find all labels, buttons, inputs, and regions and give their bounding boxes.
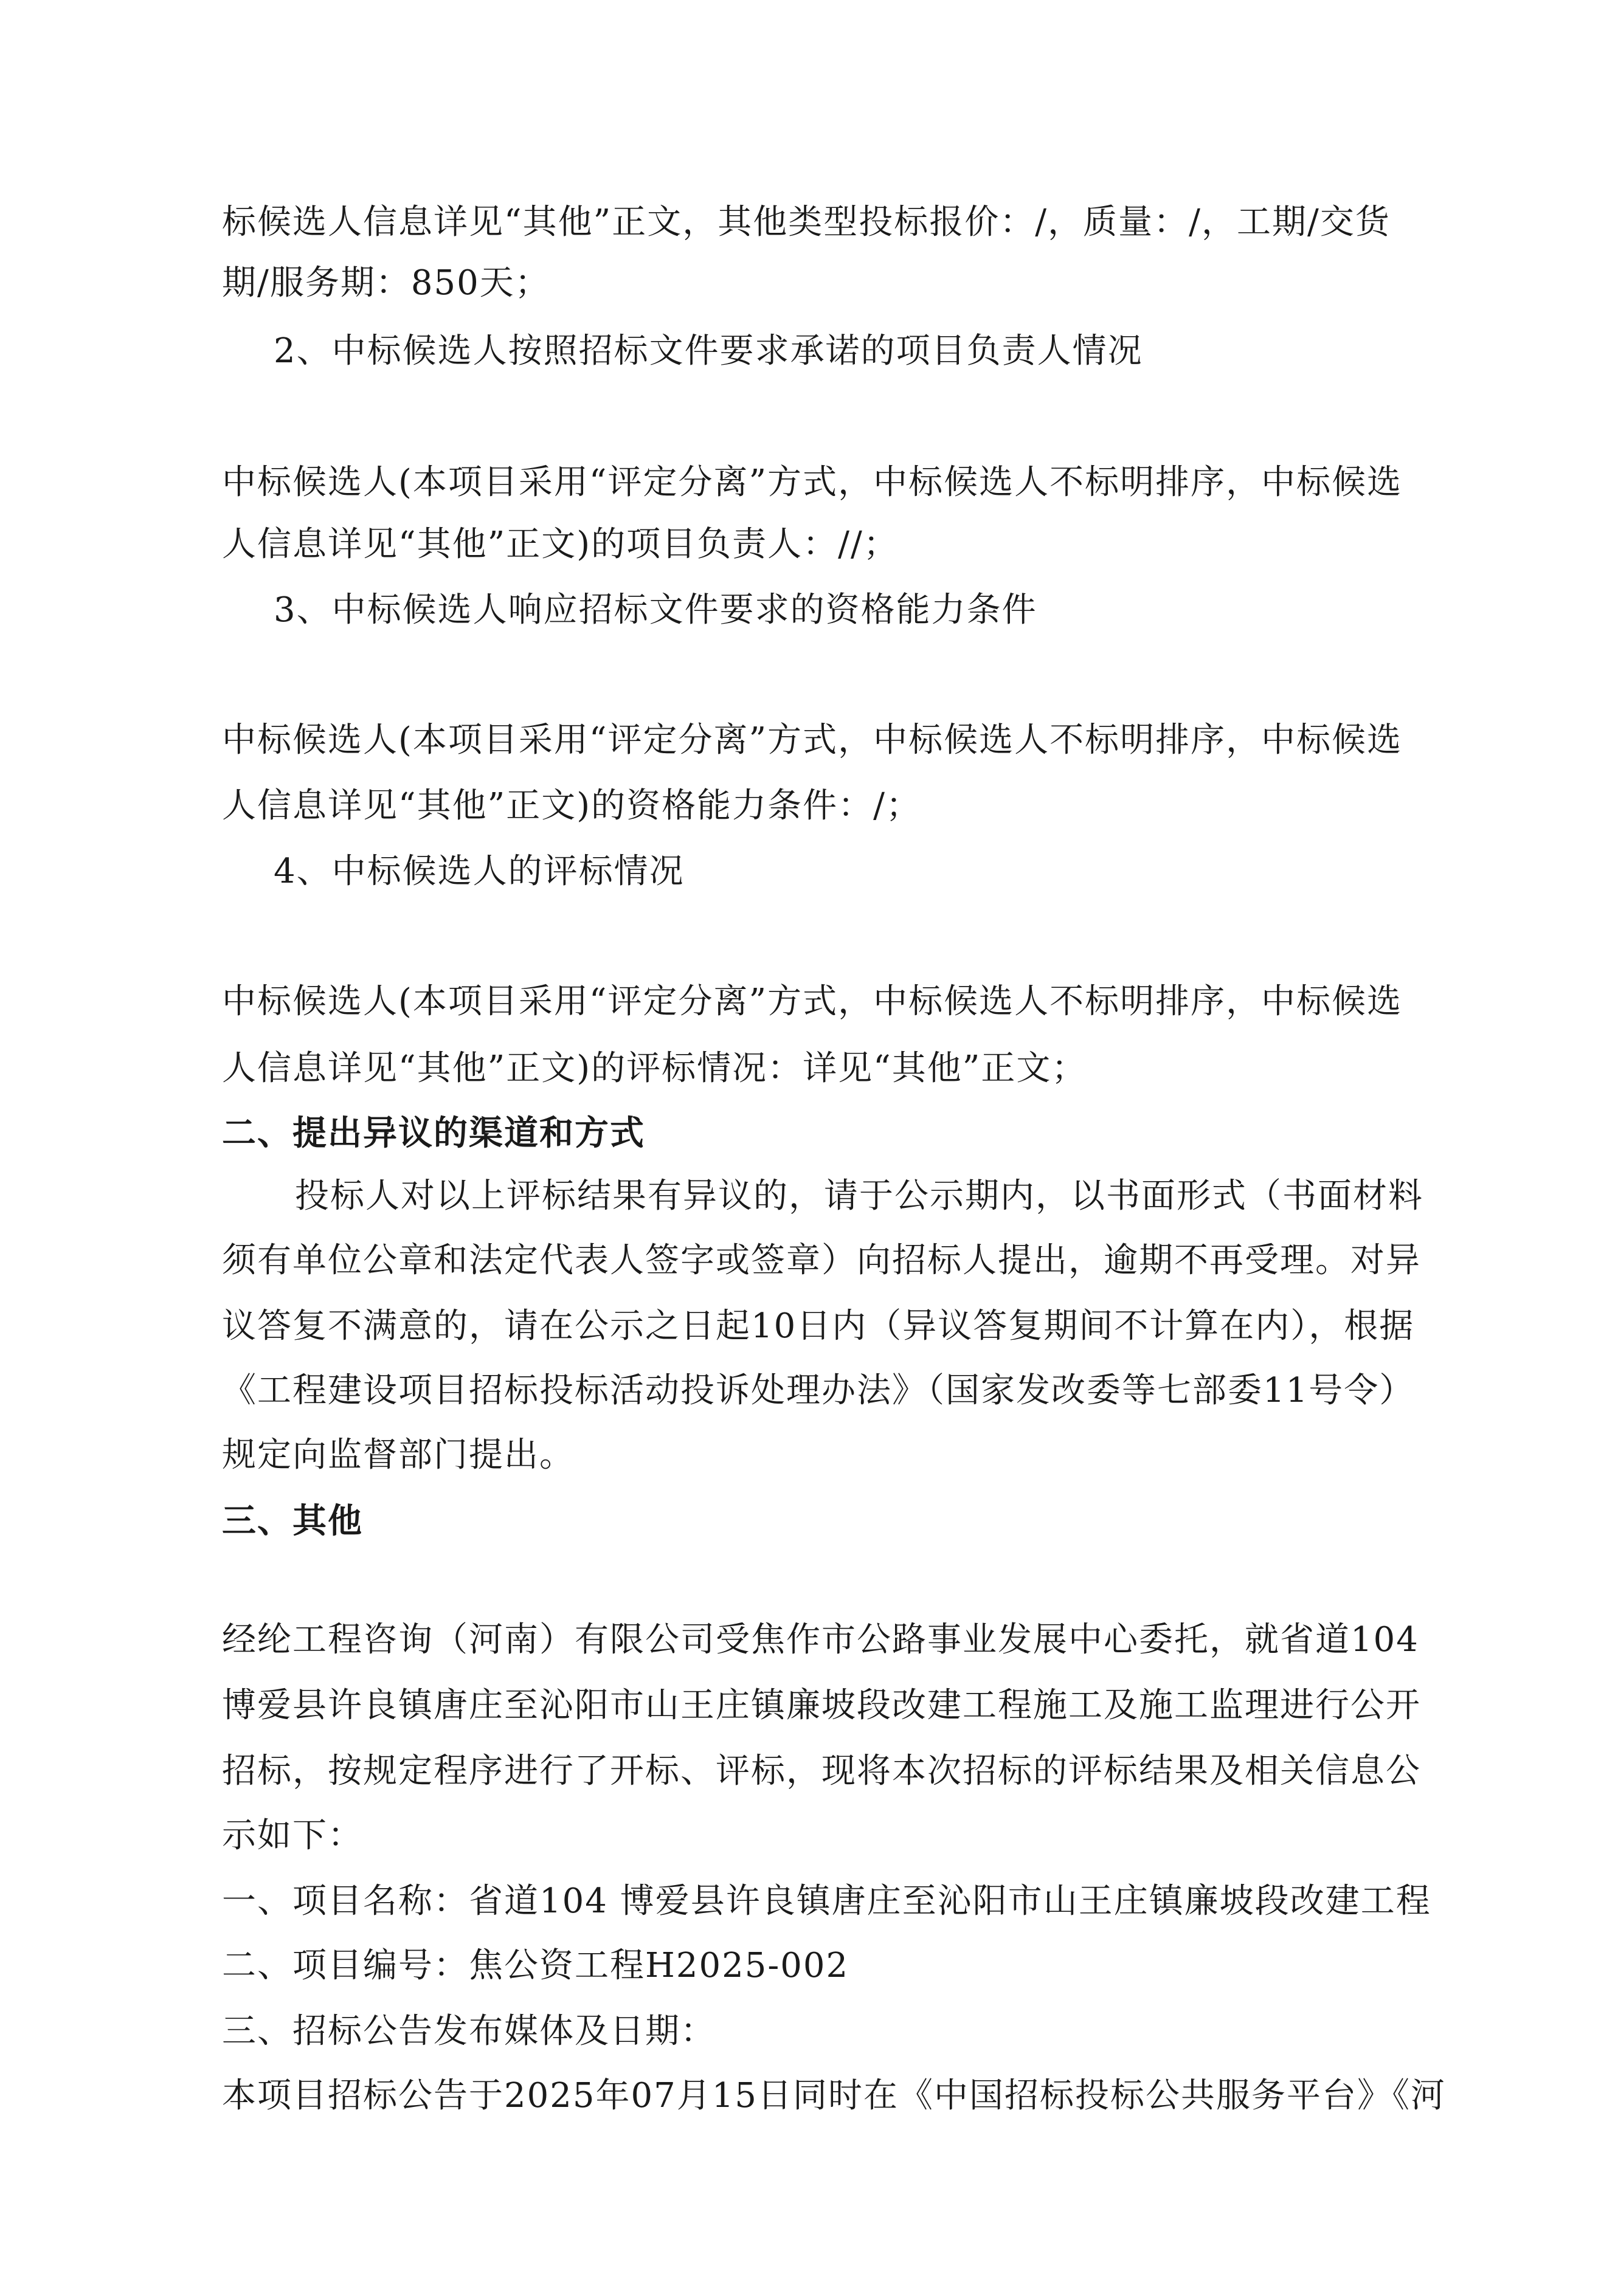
section-item-heading: 2、中标候选人按照招标文件要求承诺的项目负责人情况 bbox=[274, 331, 1143, 371]
text-line: 人信息详见“其他”正文)的评标情况：详见“其他”正文； bbox=[222, 1049, 1087, 1088]
text-line: 须有单位公章和法定代表人签字或签章）向招标人提出，逾期不再受理。对异 bbox=[222, 1241, 1421, 1280]
text-line: 中标候选人(本项目采用“评定分离”方式，中标候选人不标明排序，中标候选 bbox=[222, 982, 1403, 1021]
text-line: 示如下： bbox=[222, 1816, 363, 1855]
text-line: 本项目招标公告于2025年07月15日同时在《中国招标投标公共服务平台》《河 bbox=[222, 2076, 1447, 2115]
text-line: 议答复不满意的，请在公示之日起10日内（异议答复期间不计算在内），根据 bbox=[222, 1306, 1415, 1346]
text-line: 一、项目名称：省道104 博爱县许良镇唐庄至沁阳市山王庄镇廉坡段改建工程 bbox=[222, 1881, 1431, 1921]
text-line: 投标人对以上评标结果有异议的，请于公示期内，以书面形式（书面材料 bbox=[295, 1176, 1423, 1216]
text-line: 标候选人信息详见“其他”正文，其他类型投标报价：/，质量：/，工期/交货 bbox=[222, 202, 1391, 242]
text-line: 人信息详见“其他”正文)的项目负责人：//； bbox=[222, 525, 899, 564]
text-line: 规定向监督部门提出。 bbox=[222, 1435, 575, 1475]
text-line: 期/服务期：850天； bbox=[222, 263, 550, 303]
section-item-heading: 3、中标候选人响应招标文件要求的资格能力条件 bbox=[274, 590, 1037, 630]
text-line: 招标，按规定程序进行了开标、评标，现将本次招标的评标结果及相关信息公 bbox=[222, 1751, 1421, 1791]
text-line: 二、项目编号：焦公资工程H2025-002 bbox=[222, 1946, 849, 1985]
text-line: 博爱县许良镇唐庄至沁阳市山王庄镇廉坡段改建工程施工及施工监理进行公开 bbox=[222, 1686, 1421, 1725]
text-line: 三、招标公告发布媒体及日期： bbox=[222, 2012, 716, 2051]
text-line: 《工程建设项目招标投标活动投诉处理办法》（国家发改委等七部委11号令） bbox=[222, 1371, 1415, 1410]
section-heading: 三、其他 bbox=[222, 1501, 363, 1541]
section-item-heading: 4、中标候选人的评标情况 bbox=[274, 852, 685, 891]
text-line: 经纶工程咨询（河南）有限公司受焦作市公路事业发展中心委托，就省道104 bbox=[222, 1620, 1419, 1660]
section-heading: 二、提出异议的渠道和方式 bbox=[222, 1113, 645, 1153]
text-line: 中标候选人(本项目采用“评定分离”方式，中标候选人不标明排序，中标候选 bbox=[222, 720, 1403, 760]
text-line: 人信息详见“其他”正文)的资格能力条件：/； bbox=[222, 786, 921, 826]
text-line: 中标候选人(本项目采用“评定分离”方式，中标候选人不标明排序，中标候选 bbox=[222, 463, 1403, 502]
